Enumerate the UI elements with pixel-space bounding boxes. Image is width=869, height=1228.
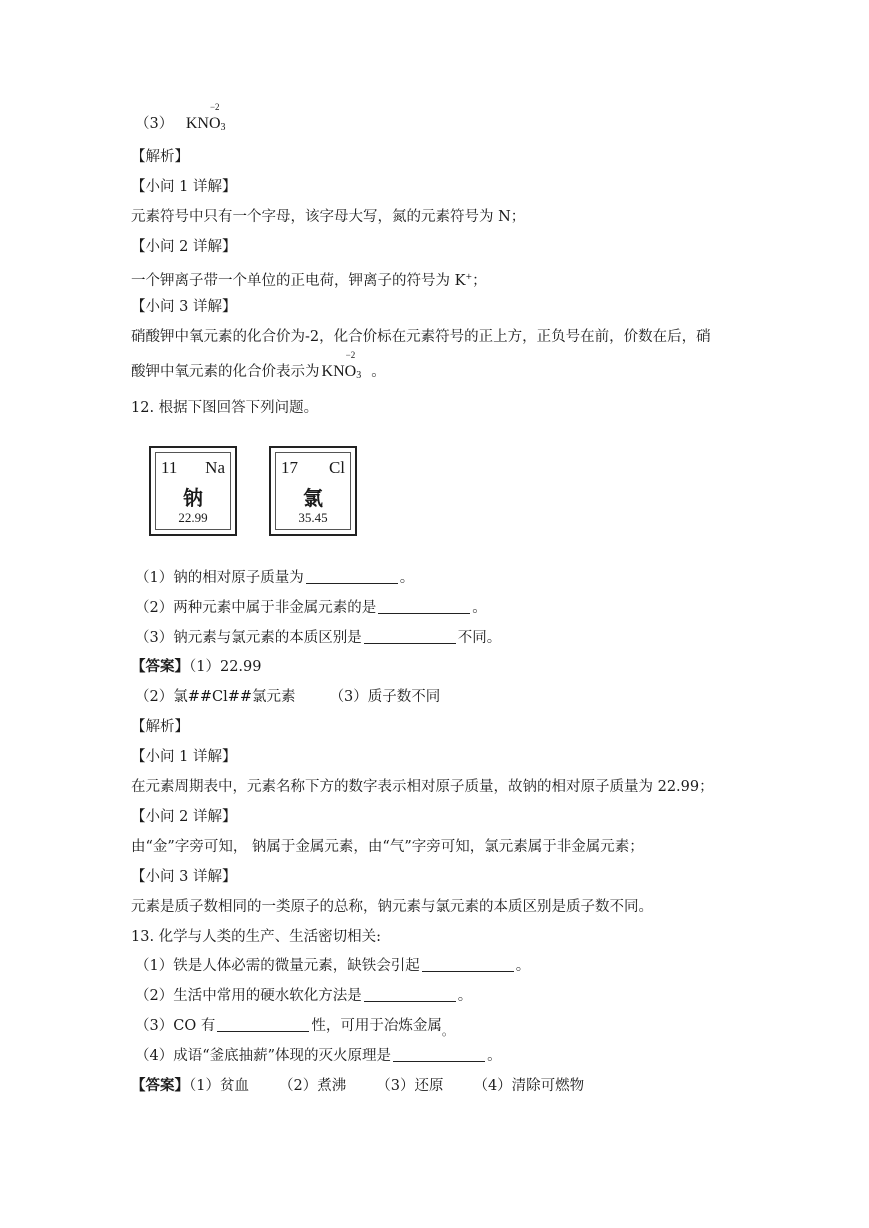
- q12-sub3-title: 【小问 3 详解】: [131, 869, 237, 885]
- element-name: 钠: [183, 486, 203, 510]
- q11-sub3-title: 【小问 3 详解】: [131, 299, 237, 315]
- q12-title: 12. 根据下图回答下列问题。: [131, 400, 319, 416]
- atomic-number: 11: [161, 458, 178, 477]
- q13-part2: （2）生活中常用的硬水软化方法是 。: [135, 988, 473, 1004]
- q11-sub1-title: 【小问 1 详解】: [131, 179, 237, 195]
- q11-analysis-label: 【解析】: [131, 149, 189, 165]
- atomic-mass: 22.99: [178, 510, 208, 525]
- q12-sub2-text: 由“金”字旁可知， 钠属于金属元素，由“气”字旁可知，氯元素属于非金属元素；: [131, 839, 644, 855]
- q11-sub2-text: 一个钾离子带一个单位的正电荷，钾离子的符号为 K+；: [131, 272, 487, 289]
- element-name: 氯: [303, 486, 323, 510]
- chem-formula-kno3: KN −2 $O_3$: [185, 102, 226, 133]
- q11-sub2-title: 【小问 2 详解】: [131, 239, 237, 255]
- atomic-number: 17: [281, 458, 298, 477]
- element-symbol: Cl: [328, 458, 345, 477]
- q12-part2: （2）两种元素中属于非金属元素的是 。: [135, 600, 487, 616]
- q11-sub1-text: 元素符号中只有一个字母，该字母大写，氮的元素符号为 N；: [131, 209, 526, 225]
- q12-sub2-title: 【小问 2 详解】: [131, 809, 237, 825]
- q12-analysis-label: 【解析】: [131, 719, 189, 735]
- q12-sub3-text: 元素是质子数相同的一类原子的总称，钠元素与氯元素的本质区别是质子数不同。: [131, 899, 653, 915]
- q12-part1: （1）钠的相对原子质量为 。: [135, 570, 415, 586]
- part-label: （3）: [135, 116, 174, 132]
- answer-blank[interactable]: [364, 629, 456, 644]
- answer-blank[interactable]: [306, 569, 398, 584]
- atomic-mass: 35.45: [298, 510, 328, 525]
- q12-sub1-text: 在元素周期表中，元素名称下方的数字表示相对原子质量，故钠的相对原子质量为 22.99；: [131, 779, 714, 795]
- q12-sub1-title: 【小问 1 详解】: [131, 749, 237, 765]
- q12-answer-line1: 【答案】（1）22.99: [131, 658, 262, 675]
- q13-part3: （3）CO 有 性，可用于冶炼金属$_。$: [135, 1018, 454, 1038]
- q11-sub3-text-b: 酸钾中氧元素的化合价表示为 KN −2 $O_3$ 。: [131, 362, 386, 386]
- q12-part3: （3）钠元素与氯元素的本质区别是 不同。: [135, 630, 502, 646]
- answer-blank[interactable]: [393, 1047, 485, 1062]
- q11-sub3-text-a: 硝酸钾中氧元素的化合价为-2，化合价标在元素符号的正上方，正负号在前，价数在后，硝: [131, 329, 711, 345]
- answer-blank[interactable]: [378, 599, 470, 614]
- q13-part4: （4）成语“釜底抽薪”体现的灭火原理是 。: [135, 1048, 502, 1064]
- answer-blank[interactable]: [422, 957, 514, 972]
- element-symbol: Na: [205, 458, 225, 477]
- q13-title: 13. 化学与人类的生产、生活密切相关:: [131, 929, 382, 945]
- q13-answer: 【答案】（1）贫血 （2）煮沸 （3）还原 （4）清除可燃物: [131, 1077, 585, 1094]
- q12-answer-line2: （2）氯##Cl##氯元素 （3）质子数不同: [135, 689, 441, 705]
- chem-formula-kno3-inline: KN −2 $O_3$: [321, 350, 362, 381]
- q11-part3-answer: [135, 102, 226, 138]
- q13-part1: （1）铁是人体必需的微量元素，缺铁会引起 。: [135, 958, 531, 974]
- element-tile-chlorine: [269, 446, 357, 536]
- element-tile-sodium: [149, 446, 237, 536]
- answer-blank[interactable]: [217, 1017, 309, 1032]
- answer-blank[interactable]: [364, 987, 456, 1002]
